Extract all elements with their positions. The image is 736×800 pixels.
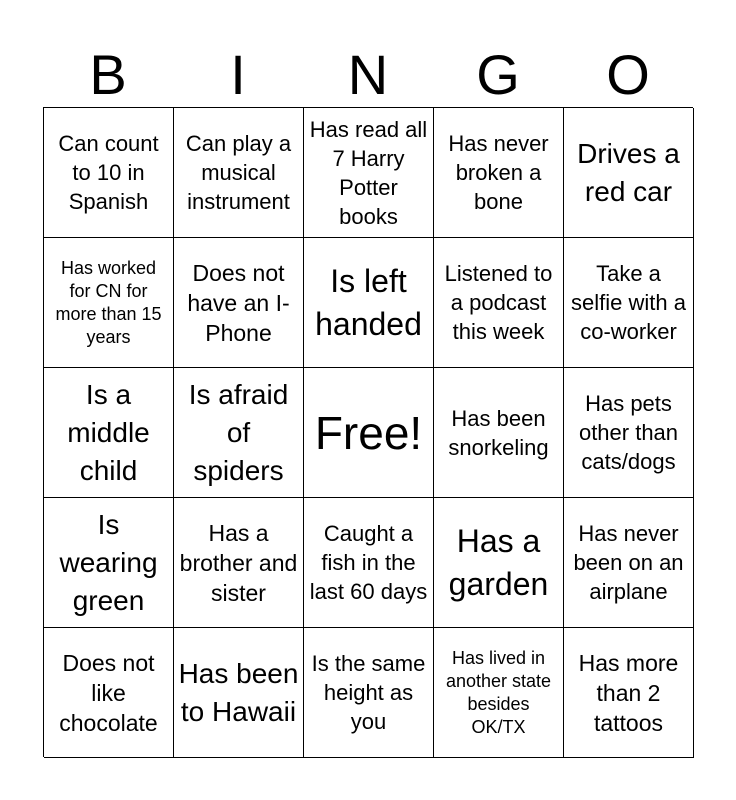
cell-text: Is a middle child xyxy=(67,378,150,486)
cell-text: Is left handed xyxy=(315,262,422,342)
cell-text: Has a garden xyxy=(448,522,549,602)
cell-text: Has worked for CN for more than 15 years xyxy=(55,257,162,347)
bingo-cell-r1c1[interactable] xyxy=(44,108,174,238)
header-letter-n: N xyxy=(347,43,389,106)
cell-text: Has read all 7 Harry Potter books xyxy=(309,116,428,229)
cell-text: Has a brother and sister xyxy=(179,519,298,606)
bingo-cell-r2c5[interactable] xyxy=(564,238,694,368)
bingo-cell-r4c1[interactable] xyxy=(44,498,174,628)
cell-text: Has more than 2 tattoos xyxy=(578,649,679,736)
cell-text: Take a selfie with a co-worker xyxy=(571,261,686,344)
cell-text: Does not have an I-Phone xyxy=(187,259,290,346)
bingo-cell-r3c5[interactable] xyxy=(564,368,694,498)
bingo-cell-r5c2[interactable] xyxy=(174,628,304,758)
bingo-cell-free[interactable] xyxy=(304,368,434,498)
bingo-cell-r3c4[interactable] xyxy=(434,368,564,498)
bingo-cell-r4c5[interactable] xyxy=(564,498,694,628)
bingo-cell-r1c5[interactable] xyxy=(564,108,694,238)
bingo-cell-r1c2[interactable] xyxy=(174,108,304,238)
cell-text: Has lived in another state besides OK/TX xyxy=(445,647,552,737)
bingo-board xyxy=(43,107,693,757)
cell-text: Has pets other than cats/dogs xyxy=(578,391,679,474)
cell-text: Can play a musical instrument xyxy=(185,131,292,214)
header-letter-o: O xyxy=(606,43,650,106)
bingo-cell-r2c4[interactable] xyxy=(434,238,564,368)
cell-text: Has been to Hawaii xyxy=(178,657,299,727)
cell-text: Has never been on an airplane xyxy=(573,521,684,604)
cell-text: Is wearing green xyxy=(59,508,158,616)
bingo-cell-r1c4[interactable] xyxy=(434,108,564,238)
bingo-cell-r5c5[interactable] xyxy=(564,628,694,758)
cell-text: Has never broken a bone xyxy=(448,131,549,214)
bingo-cell-r4c4[interactable] xyxy=(434,498,564,628)
bingo-cell-r1c3[interactable] xyxy=(304,108,434,238)
cell-text: Can count to 10 in Spanish xyxy=(58,131,159,214)
cell-text: Is afraid of spiders xyxy=(188,378,289,486)
bingo-cell-r3c1[interactable] xyxy=(44,368,174,498)
header-letter-g: G xyxy=(476,43,520,106)
header-letter-i: I xyxy=(230,43,246,106)
header-letter-b: B xyxy=(89,43,127,106)
bingo-cell-r2c1[interactable] xyxy=(44,238,174,368)
bingo-cell-r2c3[interactable] xyxy=(304,238,434,368)
bingo-cell-r4c2[interactable] xyxy=(174,498,304,628)
cell-text: Drives a red car xyxy=(577,137,680,207)
bingo-cell-r2c2[interactable] xyxy=(174,238,304,368)
cell-text: Caught a fish in the last 60 days xyxy=(309,521,428,604)
bingo-cell-r5c1[interactable] xyxy=(44,628,174,758)
cell-text: Free! xyxy=(314,406,423,459)
bingo-cell-r5c3[interactable] xyxy=(304,628,434,758)
cell-text: Is the same height as you xyxy=(311,651,426,734)
cell-text: Listened to a podcast this week xyxy=(444,261,553,344)
cell-text: Does not like chocolate xyxy=(59,649,158,736)
bingo-header xyxy=(43,44,693,106)
bingo-cell-r3c2[interactable] xyxy=(174,368,304,498)
bingo-cell-r4c3[interactable] xyxy=(304,498,434,628)
cell-text: Has been snorkeling xyxy=(448,405,549,460)
bingo-cell-r5c4[interactable] xyxy=(434,628,564,758)
